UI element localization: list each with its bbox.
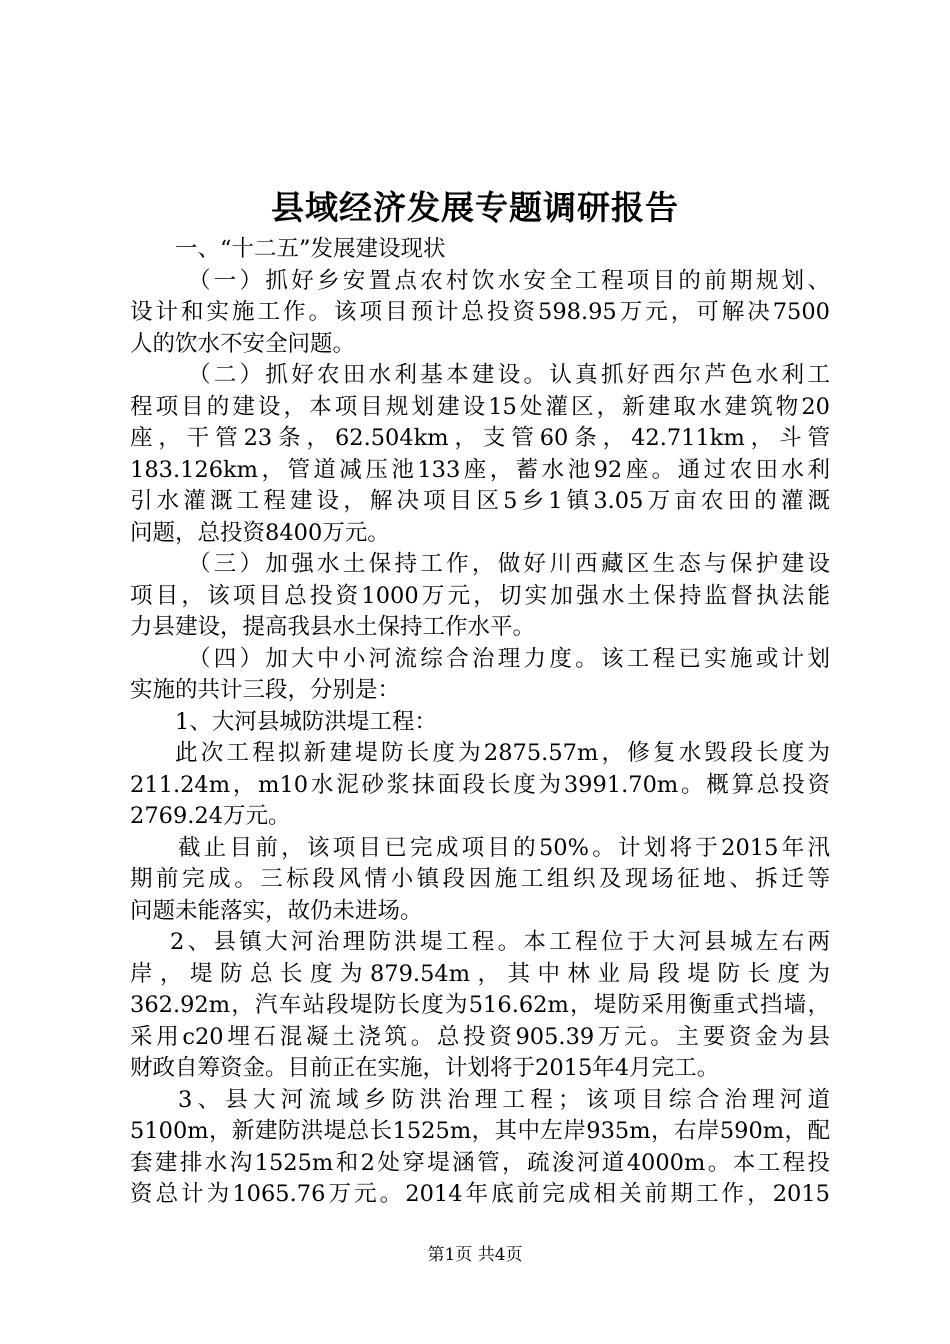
text-line: 2769.24万元。 [130,803,291,829]
text-line: 实施的共计三段，分别是： [130,677,401,703]
text-line: （三）加强水土保持工作，做好川西藏区生态与保护建设 [188,551,830,577]
text-line: 一、“十二五”发展建设现状 [175,236,446,262]
document-title: 县域经济发展专题调研报告 [271,188,679,227]
text-line: 岸，堤防总长度为879.54m，其中林业局段堤防长度为 [130,960,830,987]
text-line: 211.24m，m10水泥砂浆抹面段长度为3991.70m。概算总投资 [130,771,830,798]
text-line: 程项目的建设，本项目规划建设15处灌区，新建取水建筑物20 [130,393,830,420]
text-line: 财政自筹资金。目前正在实施，计划将于2015年4月完工。 [130,1055,720,1081]
text-line: 期前完成。三标段风情小镇段因施工组织及现场征地、拆迁等 [130,866,830,892]
text-line: 套建排水沟1525m和2处穿堤涵管，疏浚河道4000m。本工程投 [130,1149,830,1176]
text-line: 问题未能落实，故仍未进场。 [130,897,423,924]
text-line: 此次工程拟新建堤防长度为2875.57m，修复水毁段长度为 [175,740,830,766]
document-body [130,234,830,1211]
text-line: 采用c20埋石混凝土浇筑。总投资905.39万元。主要资金为县 [130,1023,830,1050]
text-line: 引水灌溉工程建设，解决项目区5乡1镇3.05万亩农田的灌溉 [130,488,830,514]
text-line: 座，干管23条，62.504km，支管60条，42.711km，斗管 [130,425,830,451]
text-line: （四）加大中小河流综合治理力度。该工程已实施或计划 [188,645,830,672]
text-line: 截止目前，该项目已完成项目的50%。计划将于2015年汛 [178,834,830,861]
text-line: 问题，总投资8400万元。 [130,519,390,546]
text-line: 3、县大河流域乡防洪治理工程；该项目综合治理河道 [178,1086,830,1113]
text-line: 2、县镇大河治理防洪堤工程。本工程位于大河县城左右两 [170,929,830,955]
page-number-footer: 第1页 共4页 [427,1245,523,1265]
text-line: （一）抓好乡安置点农村饮水安全工程项目的前期规划、 [188,267,830,294]
text-line: 人的饮水不安全问题。 [130,330,356,357]
text-line: 1、大河县城防洪堤工程： [175,708,437,735]
text-line: 力县建设，提高我县水土保持工作水平。 [130,614,536,640]
text-line: （二）抓好农田水利基本建设。认真抓好西尔芦色水利工 [188,362,830,388]
text-line: 设计和实施工作。该项目预计总投资598.95万元，可解决7500 [130,299,830,325]
text-line: 5100m，新建防洪堤总长1525m，其中左岸935m，右岸590m，配 [130,1118,830,1144]
text-line: 项目，该项目总投资1000万元，切实加强水土保持监督执法能 [130,582,830,609]
text-line: 资总计为1065.76万元。2014年底前完成相关前期工作，2015 [130,1181,830,1207]
text-line: 362.92m，汽车站段堤防长度为516.62m，堤防采用衡重式挡墙， [130,992,830,1018]
text-line: 183.126km，管道减压池133座，蓄水池92座。通过农田水利 [130,456,830,483]
